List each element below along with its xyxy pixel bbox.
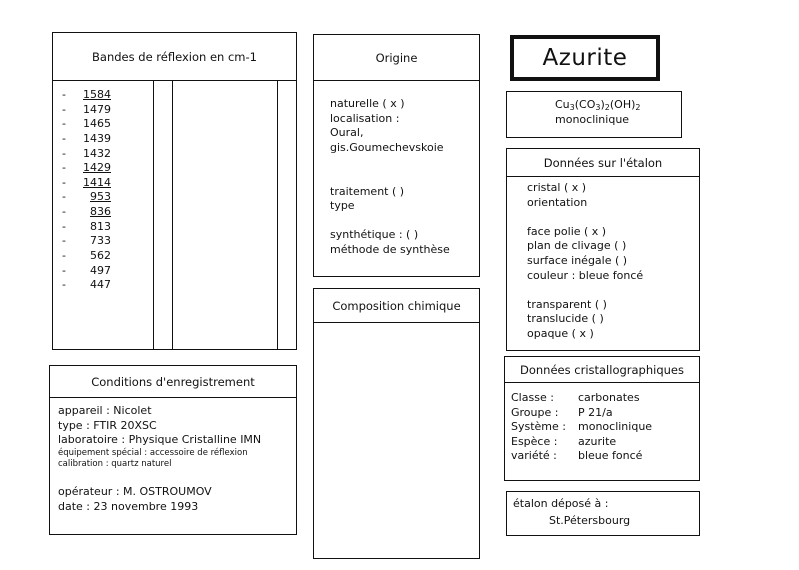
conditions-content (58, 404, 261, 515)
composition-panel (313, 288, 480, 559)
bands-divider-1 (153, 80, 154, 349)
band-value: 1429 (83, 161, 111, 175)
band-row (62, 249, 111, 264)
origine-methode: méthode de synthèse (330, 242, 450, 256)
etalon-panel (506, 148, 700, 351)
band-dash: - (62, 117, 66, 131)
band-dash: - (62, 219, 66, 233)
cristallo-panel (504, 356, 700, 481)
band-value: 813 (90, 219, 111, 233)
band-dash: - (62, 102, 66, 116)
etalon-line: face polie ( x ) (527, 224, 607, 238)
band-row (62, 161, 111, 176)
cristallo-keys (511, 391, 566, 464)
band-dash: - (62, 88, 66, 101)
etalon-line: transparent ( ) (527, 297, 607, 311)
bands-title: Bandes de réflexion en cm-1 (53, 33, 296, 81)
bands-divider-2 (172, 80, 173, 349)
band-row (62, 278, 111, 293)
etalon-line: surface inégale ( ) (527, 253, 628, 267)
formula-content (555, 98, 640, 127)
chemical-formula: $Cu_3(CO_3)_2(OH)_2$ (555, 98, 641, 112)
origine-content (330, 97, 450, 258)
band-value: 953 (90, 190, 111, 204)
band-dash: - (62, 278, 66, 292)
etalon-line: opaque ( x ) (527, 326, 594, 340)
conditions-appareil: appareil : Nicolet (58, 404, 152, 417)
conditions-title: Conditions d'enregistrement (50, 366, 296, 398)
etalon-line: translucide ( ) (527, 312, 604, 326)
cristallo-key: Espèce : (511, 434, 558, 448)
cristallo-value: azurite (578, 434, 617, 448)
band-dash: - (62, 175, 66, 189)
etalon-line: orientation (527, 195, 588, 209)
band-row (62, 88, 111, 103)
band-value: 1479 (83, 102, 111, 116)
band-value: 1584 (83, 88, 111, 101)
conditions-panel (49, 365, 297, 535)
conditions-calibration: calibration : quartz naturel (58, 459, 172, 470)
band-value: 497 (90, 263, 111, 277)
conditions-laboratoire: laboratoire : Physique Cristalline IMN (58, 433, 262, 447)
band-row (62, 205, 111, 220)
band-dash: - (62, 249, 66, 263)
bands-list (62, 88, 111, 293)
band-dash: - (62, 161, 66, 175)
band-row (62, 117, 111, 132)
band-value: 447 (90, 278, 111, 292)
origine-type: type (330, 199, 355, 213)
band-value: 1439 (83, 131, 111, 145)
band-value: 1465 (83, 117, 111, 131)
band-value: 733 (90, 234, 111, 248)
crystal-system: monoclinique (555, 112, 630, 126)
band-row (62, 103, 111, 118)
band-row (62, 234, 111, 249)
band-dash: - (62, 146, 66, 160)
depose-place: St.Pétersbourg (549, 514, 631, 527)
band-row (62, 176, 111, 191)
conditions-operateur: opérateur : M. OSTROUMOV (58, 485, 212, 499)
cristallo-value: bleue foncé (578, 449, 643, 463)
band-dash: - (62, 131, 66, 145)
band-dash: - (62, 263, 66, 277)
band-row (62, 132, 111, 147)
conditions-type: type : FTIR 20XSC (58, 418, 157, 432)
bands-panel (52, 32, 297, 350)
cristallo-value: monoclinique (578, 420, 653, 434)
band-value: 1432 (83, 146, 111, 160)
etalon-content (527, 181, 643, 342)
depose-label: étalon déposé à : (513, 497, 609, 510)
cristallo-key: Groupe : (511, 405, 559, 419)
band-dash: - (62, 190, 66, 204)
etalon-line: plan de clivage ( ) (527, 239, 627, 253)
etalon-title: Données sur l'étalon (507, 149, 699, 177)
cristallo-value: P 21/a (578, 405, 613, 419)
formula-panel (506, 91, 682, 138)
band-value: 836 (90, 205, 111, 219)
origine-title: Origine (314, 35, 479, 81)
band-value: 562 (90, 249, 111, 263)
conditions-equipement: équipement spécial : accessoire de réflexion (58, 447, 248, 458)
origine-loc1: Oural, (330, 126, 364, 140)
origine-traitement: traitement ( ) (330, 184, 405, 198)
bands-divider-3 (277, 80, 278, 349)
band-dash: - (62, 234, 66, 248)
cristallo-key: Système : (511, 420, 566, 434)
depose-panel (506, 491, 700, 536)
cristallo-key: variété : (511, 449, 557, 463)
band-value: 1414 (83, 175, 111, 189)
band-dash: - (62, 205, 66, 219)
mineral-title: Azurite (510, 35, 660, 81)
band-row (62, 190, 111, 205)
band-row (62, 220, 111, 235)
band-row (62, 264, 111, 279)
conditions-date: date : 23 novembre 1993 (58, 499, 199, 513)
cristallo-key: Classe : (511, 391, 554, 404)
origine-naturelle: naturelle ( x ) (330, 97, 405, 110)
origine-localisation: localisation : (330, 111, 400, 125)
band-row (62, 147, 111, 162)
origine-loc2: gis.Goumechevskoie (330, 140, 444, 154)
cristallo-value: carbonates (578, 391, 640, 404)
etalon-line: couleur : bleue foncé (527, 268, 644, 282)
origine-panel (313, 34, 480, 277)
origine-synthetique: synthétique : ( ) (330, 228, 419, 242)
composition-title: Composition chimique (314, 289, 479, 323)
cristallo-values (578, 391, 652, 464)
etalon-line: cristal ( x ) (527, 181, 587, 194)
cristallo-title: Données cristallographiques (505, 357, 699, 383)
